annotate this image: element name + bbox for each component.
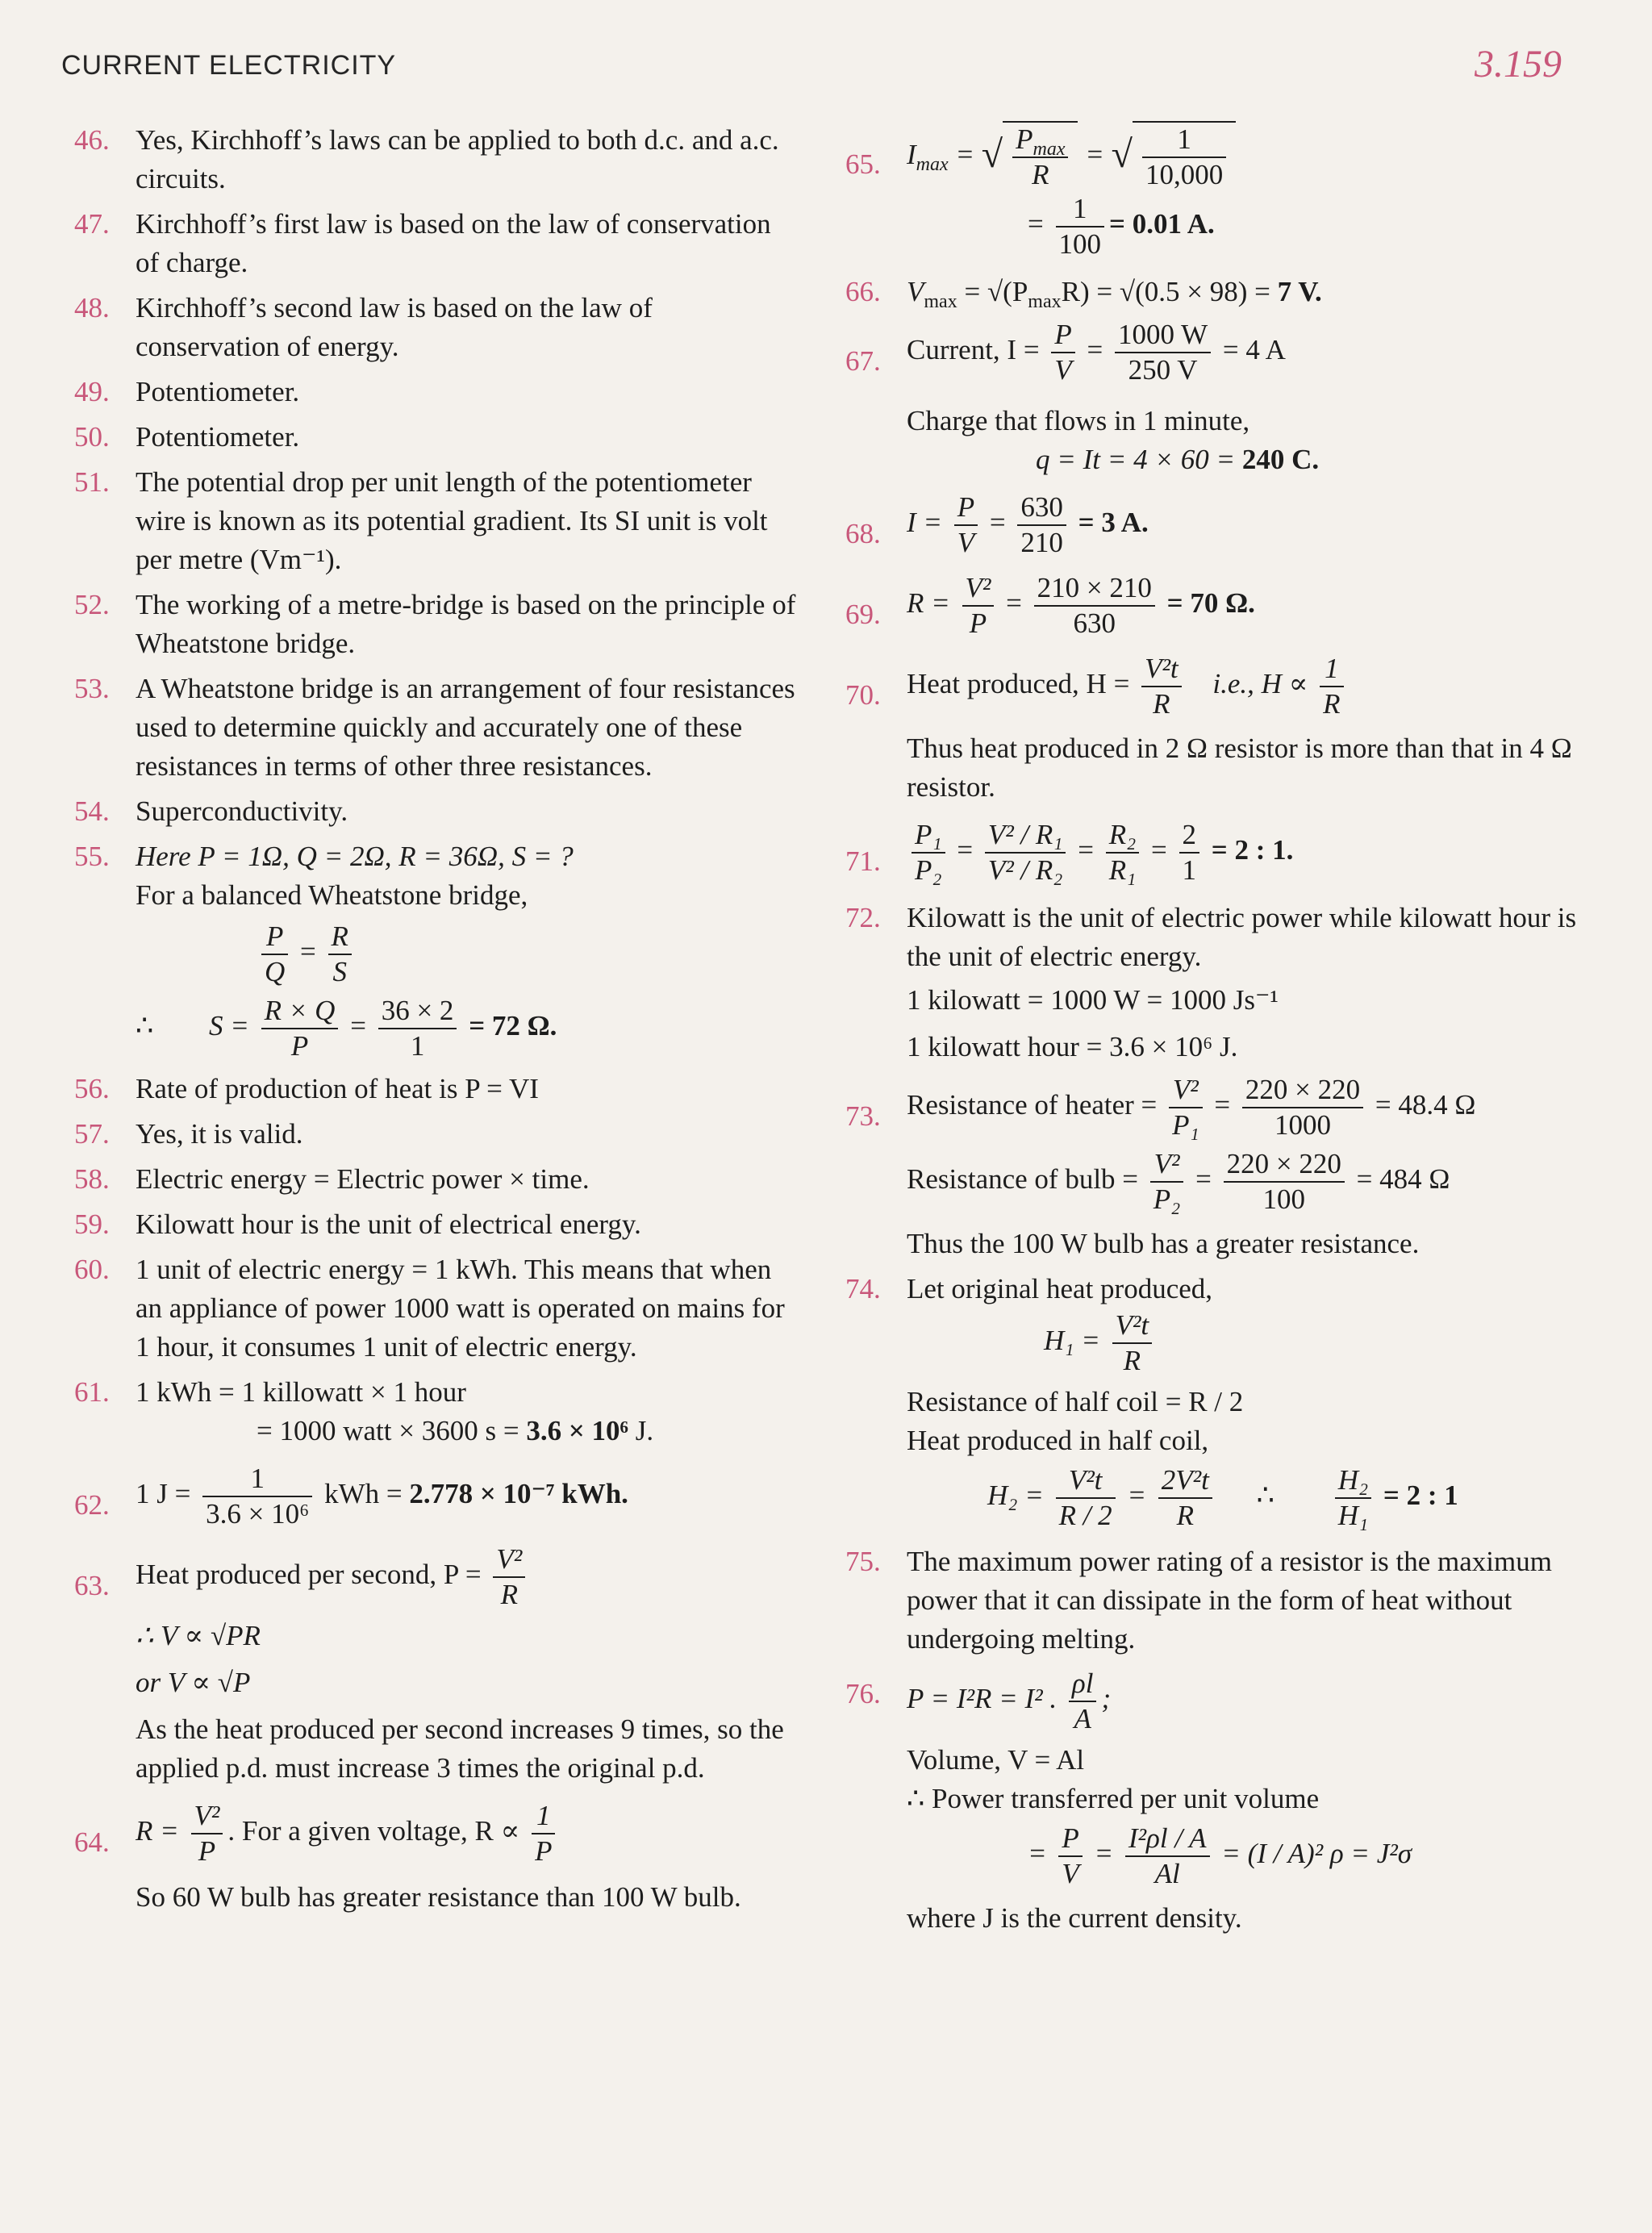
answer-50: 50. Potentiometer.: [74, 421, 300, 453]
running-header: CURRENT ELECTRICITY: [61, 50, 397, 81]
answer-73: 73. Resistance of heater = $\frac{\text{V²}}{\text{P₁}}$ = $\frac{220 \times 220}{1000}$ = 48.4 Ω Resistance of bulb = $\frac{\text{V²}}{\text{P₂}}$ = $\frac{220 \times 220}{100}$ = 484 Ω Thus the 100 W bulb has a greater resistance.: [845, 1074, 1476, 1259]
answer-68: 68. I = $\frac{P}{V}$ = $\frac{630}{210}$ = 3 A.: [845, 491, 1149, 558]
answer-66: 66. $V_{max} = √(P_{max}R) = √(0.5 \times 98) = 7$ V.: [845, 276, 1322, 312]
answer-72: 72. Kilowatt is the unit of electric power while kilowatt hour is the unit of electric energy. 1 kilowatt = 1000 W = 1000 Js⁻¹ 1 kilowatt hour = 3.6 × 10⁶ J.: [845, 902, 1577, 1062]
answer-54: 54. Superconductivity.: [74, 795, 348, 827]
answer-48: 48. Kirchhoff’s second law is based on the law of conservation of energy.: [74, 292, 653, 362]
answer-60: 60. 1 unit of electric energy = 1 kWh. This means that when an appliance of power 1000 watt is operated on mains for 1 hour, it consumes 1 unit of electric energy.: [74, 1254, 785, 1363]
answer-58: 58. Electric energy = Electric power × time.: [74, 1163, 590, 1195]
answer-52: 52. The working of a metre-bridge is based on the principle of Wheatstone bridge.: [74, 589, 796, 659]
balance-equation: $\frac{P}{Q}$ = $\frac{R}{S}$: [136, 920, 800, 989]
answer-62: 62. 1 J = $\frac{1}{\text{3.6 × 10⁶}}$ kWh = 2.778 × 10⁻⁷ kWh.: [74, 1463, 628, 1530]
answer-67: 67. Current, I = $\frac{P}{V}$ = $\frac{1000 W}{250 V}$ = 4 A Charge that flows in 1 minute, q = It = 4 × 60 = 240 C.: [845, 319, 1320, 475]
answer-59: 59. Kilowatt hour is the unit of electrical energy.: [74, 1208, 641, 1240]
answer-56: 56. Rate of production of heat is P = VI: [74, 1073, 539, 1104]
answer-74: 74. Let original heat produced, H₁ = $\frac{\text{V²t}}{R}$ Resistance of half coil = R / 2 Heat produced in half coil, H₂ = $\frac{\text{V²t}}{R / 2}$ = $\frac{\text{2V²t}}{R}$ ∴ $\frac{\text{H₂}}{\text{H₁}}$ = 2 : 1: [845, 1273, 1458, 1531]
left-column: [74, 121, 800, 1923]
answer-63: 63. Heat produced per second, P = $\frac{\text{V²}}{R}$ ∴ V ∝ √PR or V ∝ √P As the heat produced per second increases 9 times, so the applied p.d. must increase 3 times the original p.d.: [74, 1543, 784, 1784]
answer-69: 69. R = $\frac{\text{V²}}{P}$ = $\frac{210 \times 210}{630}$ = 70 Ω.: [845, 572, 1255, 639]
answer-71: 71. $\frac{\text{P₁}}{\text{P₂}}$ = $\frac{\text{V² / R₁}}{\text{V² / R₂}}$ = $\frac{\text{R₂}}{\text{R₁}}$ = $\frac{2}{1}$ = 2 : 1.: [845, 819, 1294, 886]
answer-49: 49. Potentiometer.: [74, 376, 300, 407]
answer-51: 51. The potential drop per unit length of the potentiometer wire is known as its potential gradient. Its SI unit is volt per metre (Vm⁻¹).: [74, 466, 768, 575]
page-number: 3.159: [1475, 43, 1562, 86]
answer-57: 57. Yes, it is valid.: [74, 1118, 303, 1150]
answer-47: 47. Kirchhoff’s first law is based on the law of conservation of charge.: [74, 208, 771, 278]
answer-61: 61. 1 kWh = 1 killowatt × 1 hour = 1000 watt × 3600 s = 3.6 × 10⁶ J.: [74, 1376, 654, 1446]
answer-70: 70. Heat produced, H = $\frac{\text{V²t}}{R}$ i.e., H ∝ $\frac{1}{R}$ Thus heat produced in 2 Ω resistor is more than that in 4 Ω resistor.: [845, 653, 1572, 803]
s-equation: ∴ S = $\frac{R \times Q}{P}$ = $\frac{36 \times 2}{1}$ = 72 Ω.: [136, 995, 557, 1062]
answer-76: 76. P = I²R = I² . $\frac{\rho l}{A}$ ; Volume, V = Al ∴ Power transferred per unit volume = $\frac{P}{V}$ = $\frac{\text{I²ρl / A}}{Al}$ = (I / A)² ρ = J²σ where J is the current density.: [845, 1667, 1412, 1934]
answer-65: 65. $I_{max}$ = √ $\frac{P_{max}}{R}$ = √ $\frac{1}{10,000}$ = $\frac{1}{100}$ = 0.01 A.: [845, 121, 1579, 261]
answer-46: 46. Yes, Kirchhoff’s laws can be applied to both d.c. and a.c. circuits.: [74, 124, 779, 194]
answer-75: 75. The maximum power rating of a resistor is the maximum power that it can dissipate in the form of heat without undergoing melting.: [845, 1546, 1552, 1655]
answer-64: 64. R = $\frac{\text{V²}}{P}$ . For a given voltage, R ∝ $\frac{1}{P}$ So 60 W bulb has greater resistance than 100 W bulb.: [74, 1800, 741, 1913]
right-column: [845, 121, 1579, 1944]
answer-53: 53. A Wheatstone bridge is an arrangement of four resistances used to determine quickly and accurately one of these resistances in terms of other three resistances.: [74, 673, 795, 782]
answer-55: 55. Here P = 1Ω, Q = 2Ω, R = 36Ω, S = ? For a balanced Wheatstone bridge, $\frac{P}{Q}$ = $\frac{R}{S}$ ∴ S = $\frac{R \times Q}{P}$ = $\frac{36 \times 2}{1}$ = 72 Ω.: [74, 837, 800, 1063]
